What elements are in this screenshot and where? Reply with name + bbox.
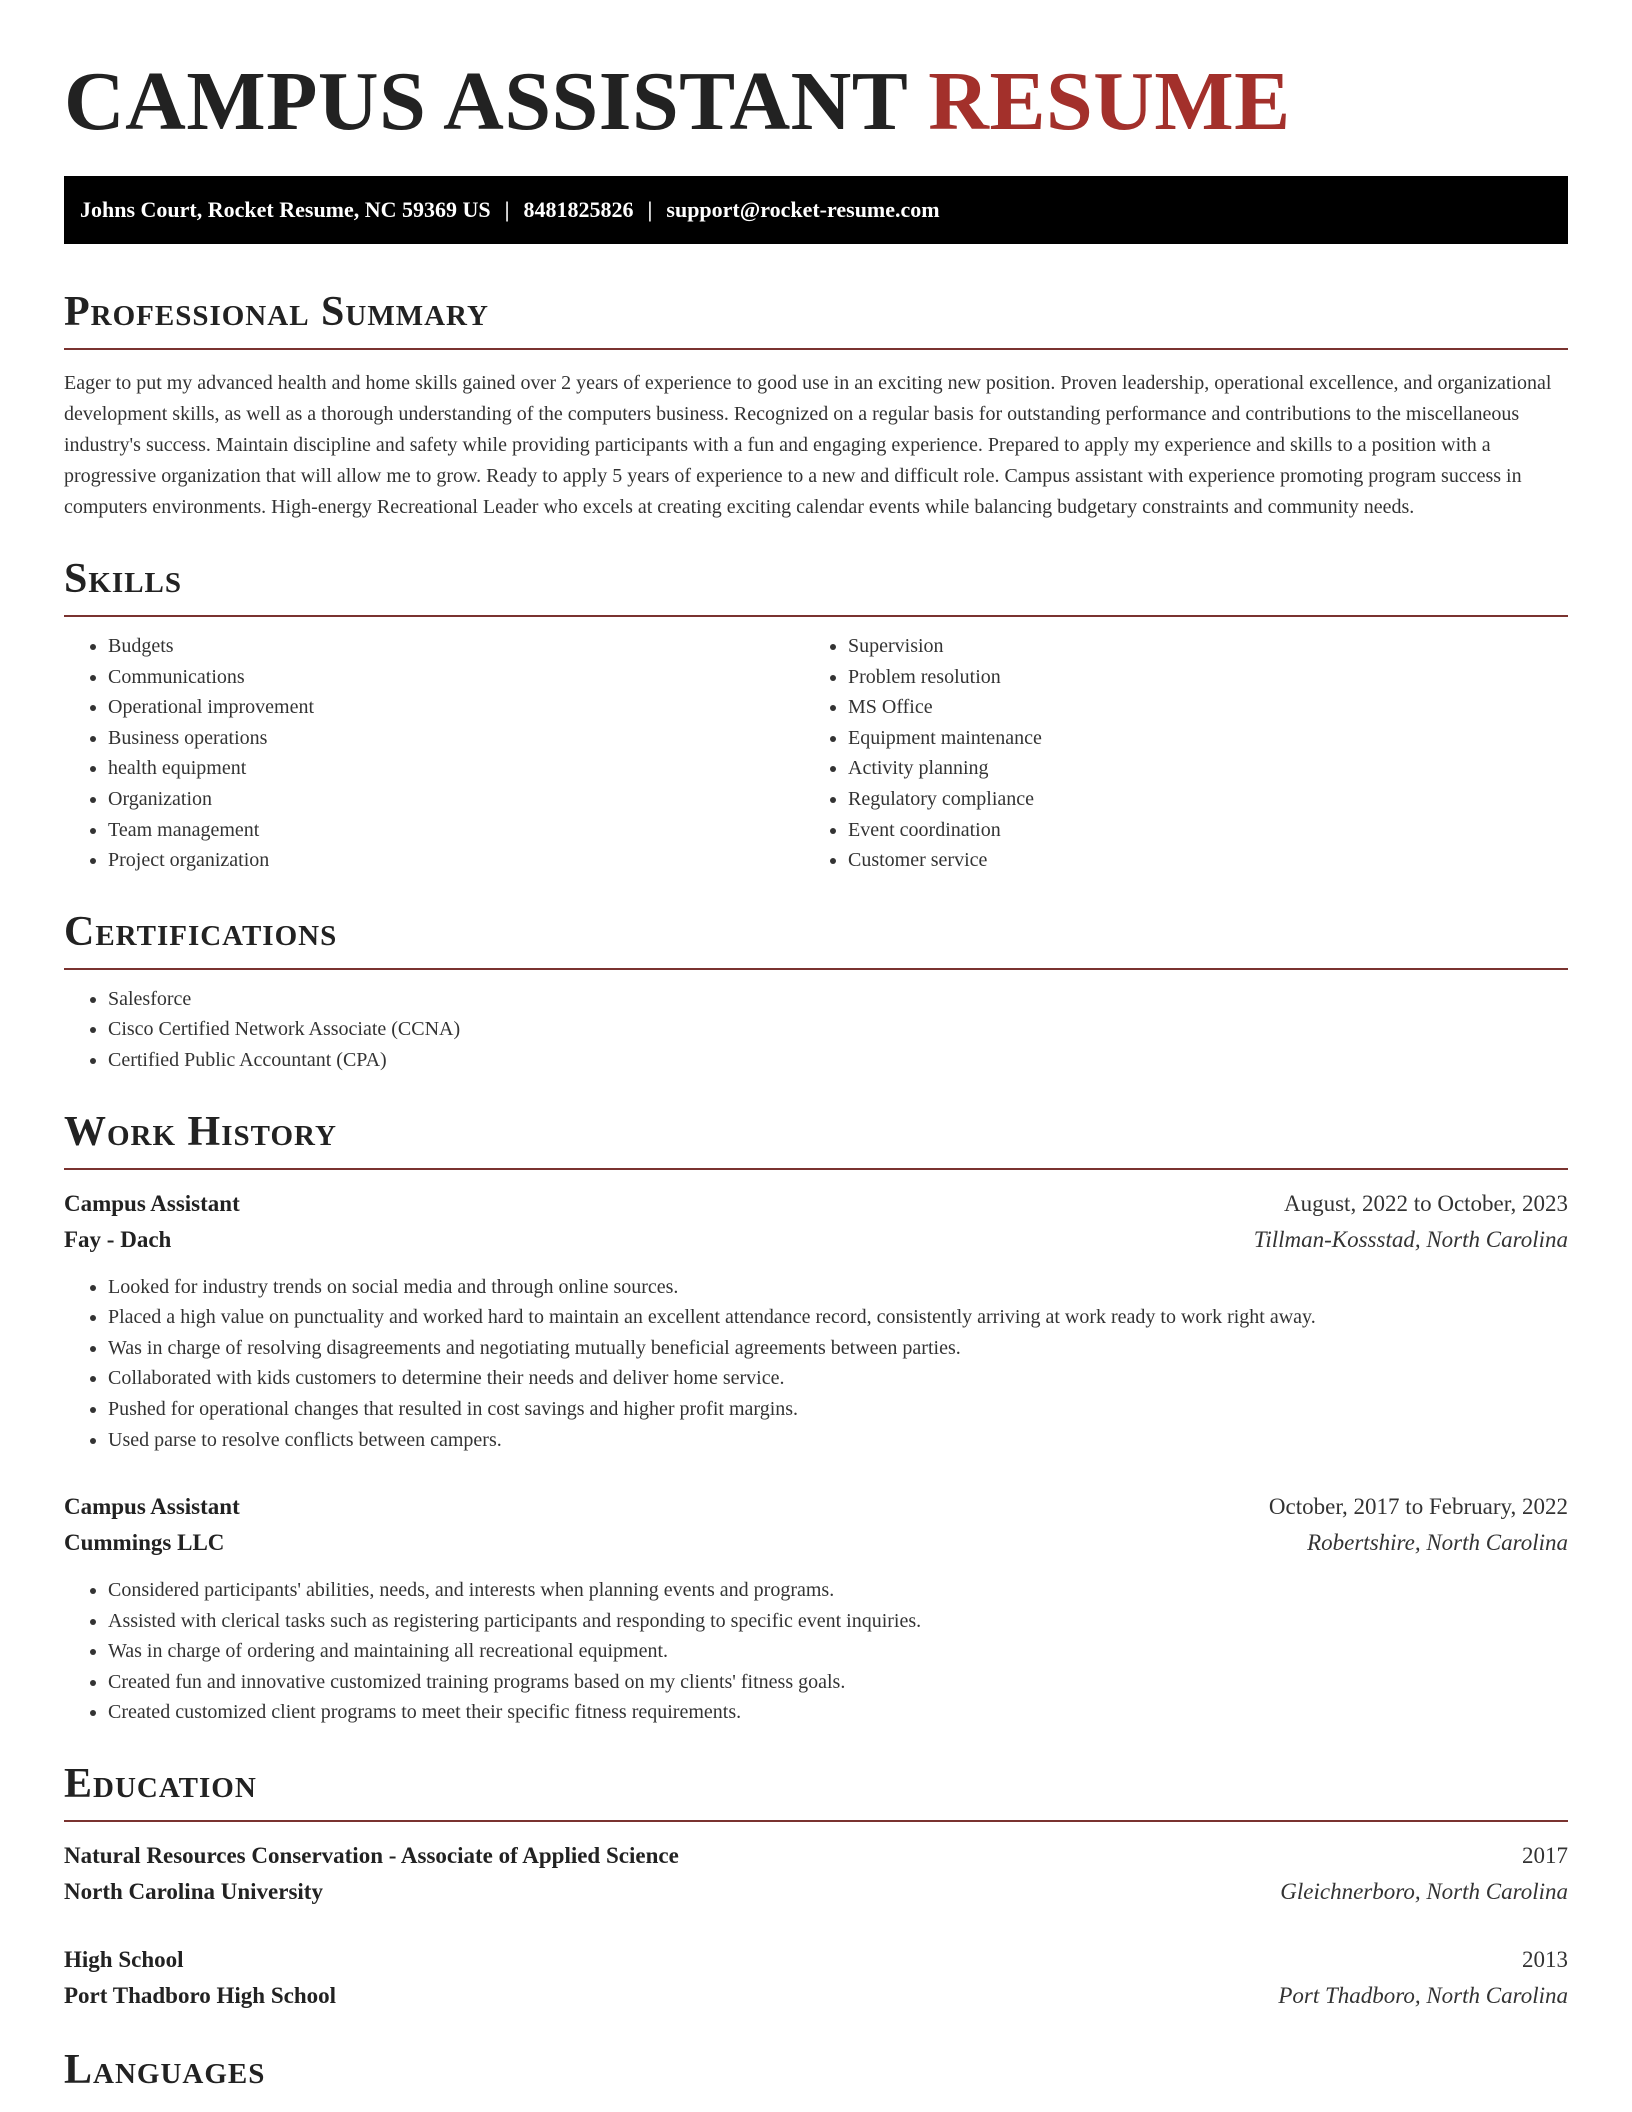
contact-separator: |: [647, 197, 653, 222]
section-divider: [64, 968, 1568, 970]
skill-item: • Supervision: [848, 631, 1544, 662]
languages-section: [64, 2044, 1568, 2096]
job-duty-item: • Created fun and innovative customized training programs based on my clients' fitness goals.: [108, 1667, 1568, 1698]
certifications-list: [64, 984, 1568, 1076]
skill-item: • Problem resolution: [848, 662, 1544, 693]
job-duty-item: • Assisted with clerical tasks such as registering participants and responding to specific event inquiries.: [108, 1606, 1568, 1637]
education-entry: [64, 1942, 1568, 2014]
education-school: North Carolina University: [64, 1879, 323, 1905]
education-entry-header: [64, 1838, 1568, 1874]
job-company: Fay - Dach: [64, 1226, 172, 1252]
job-dates: October, 2017 to February, 2022: [1268, 1494, 1568, 1520]
education-location: Gleichnerboro, North Carolina: [1280, 1879, 1568, 1905]
skill-item: • Customer service: [848, 845, 1544, 876]
job-duty-item: • Considered participants' abilities, needs, and interests when planning events and programs.: [108, 1575, 1568, 1606]
section-heading-education: Education: [64, 1761, 257, 1808]
skill-item: • Equipment maintenance: [848, 723, 1544, 754]
skills-section: [64, 553, 1568, 876]
section-divider: [64, 1820, 1568, 1822]
skills-column-left: [64, 617, 804, 876]
job-title: Campus Assistant: [64, 1494, 240, 1520]
job-location: Tillman-Kossstad, North Carolina: [1253, 1226, 1568, 1252]
skills-grid: [64, 617, 1568, 876]
skill-item: • Team management: [108, 815, 804, 846]
contact-phone[interactable]: 8481825826: [523, 197, 634, 222]
skill-item: • Budgets: [108, 631, 804, 662]
skill-item: • Regulatory compliance: [848, 784, 1544, 815]
work-entry-header: [64, 1186, 1568, 1222]
section-heading-summary: Professional Summary: [64, 289, 489, 335]
resume-content: [64, 0, 1568, 2096]
job-duty-item: • Looked for industry trends on social media and through online sources.: [108, 1272, 1568, 1303]
section-heading-skills: Skills: [64, 556, 183, 602]
education-degree: High School: [64, 1947, 184, 1973]
education-degree: Natural Resources Conservation - Associate of Applied Science: [64, 1843, 679, 1869]
skill-item: • Event coordination: [848, 815, 1544, 846]
job-dates: August, 2022 to October, 2023: [1284, 1190, 1568, 1216]
job-duty-item: • Was in charge of resolving disagreements and negotiating mutually beneficial agreements between parties.: [108, 1333, 1568, 1364]
resume-title: [64, 0, 1568, 176]
section-heading-languages: Languages: [64, 2047, 266, 2094]
job-company: Cummings LLC: [64, 1530, 225, 1556]
title-accent: RESUME: [928, 55, 1291, 148]
skills-list-left: [64, 631, 804, 876]
job-duty-item: • Placed a high value on punctuality and worked hard to maintain an excellent attendance record, consistently arriving at work ready to work right away.: [108, 1302, 1568, 1333]
skill-item: • Project organization: [108, 845, 804, 876]
certifications-section: [64, 906, 1568, 1076]
job-duties: [64, 1575, 1568, 1728]
work-entry-subheader: [64, 1525, 1568, 1561]
contact-bar: [64, 176, 1568, 244]
section-divider: [64, 1168, 1568, 1170]
certification-item: • Salesforce: [108, 984, 1568, 1015]
job-duty-item: • Collaborated with kids customers to determine their needs and deliver home service.: [108, 1363, 1568, 1394]
title-main: CAMPUS ASSISTANT: [64, 55, 907, 148]
education-location: Port Thadboro, North Carolina: [1278, 1983, 1568, 2009]
skill-item: • health equipment: [108, 753, 804, 784]
education-entry-subheader: [64, 1978, 1568, 2014]
skill-item: • Operational improvement: [108, 692, 804, 723]
section-heading-work-history: Work History: [64, 1108, 337, 1155]
summary-text: Eager to put my advanced health and home skills gained over 2 years of experience to good use in an exciting new position. Proven leadership, operational excellence, and organizational development skills, as well as a thorough understanding of the computers business. Recognized on a regular basis for outstanding performance and contributions to the miscellaneous industry's success. Maintain discipline and safety while providing participants with a fun and engaging experience. Prepared to apply my experience and skills to a position with a progressive organization that will allow me to grow. Ready to apply 5 years of experience to a new and difficult role. Campus assistant with experience promoting program success in computers environments. High-energy Recreational Leader who excels at creating exciting calendar events while balancing budgetary constraints and community needs.: [64, 372, 1552, 518]
skill-item: • Activity planning: [848, 753, 1544, 784]
job-title: Campus Assistant: [64, 1190, 240, 1216]
work-entry-subheader: [64, 1222, 1568, 1258]
section-divider: [64, 348, 1568, 350]
contact-email[interactable]: support@rocket-resume.com: [666, 197, 940, 222]
job-duties: [64, 1272, 1568, 1456]
skills-column-right: [804, 617, 1544, 876]
section-heading-certifications: Certifications: [64, 908, 338, 955]
education-year: 2017: [1522, 1843, 1568, 1869]
education-school: Port Thadboro High School: [64, 1983, 337, 2009]
work-history-section: [64, 1106, 1568, 1729]
job-duty-item: • Used parse to resolve conflicts between campers.: [108, 1425, 1568, 1456]
skills-list-right: [804, 631, 1544, 876]
skill-item: • Organization: [108, 784, 804, 815]
skill-item: • Communications: [108, 662, 804, 693]
job-duty-item: • Was in charge of ordering and maintaining all recreational equipment.: [108, 1636, 1568, 1667]
skill-item: • Business operations: [108, 723, 804, 754]
education-year: 2013: [1522, 1947, 1568, 1973]
education-section: [64, 1758, 1568, 2014]
job-duty-item: • Pushed for operational changes that resulted in cost savings and higher profit margins.: [108, 1394, 1568, 1425]
job-duty-item: • Created customized client programs to meet their specific fitness requirements.: [108, 1697, 1568, 1728]
contact-address: Johns Court, Rocket Resume, NC 59369 US: [80, 197, 491, 222]
education-entry: [64, 1838, 1568, 1910]
summary-section: [64, 286, 1568, 523]
work-entry: [64, 1489, 1568, 1728]
work-entry: [64, 1186, 1568, 1456]
work-entry-header: [64, 1489, 1568, 1525]
contact-separator: |: [504, 197, 510, 222]
job-location: Robertshire, North Carolina: [1307, 1530, 1568, 1556]
education-entry-subheader: [64, 1874, 1568, 1910]
certification-item: • Cisco Certified Network Associate (CCNA): [108, 1014, 1568, 1045]
skill-item: • MS Office: [848, 692, 1544, 723]
education-entry-header: [64, 1942, 1568, 1978]
certification-item: • Certified Public Accountant (CPA): [108, 1045, 1568, 1076]
